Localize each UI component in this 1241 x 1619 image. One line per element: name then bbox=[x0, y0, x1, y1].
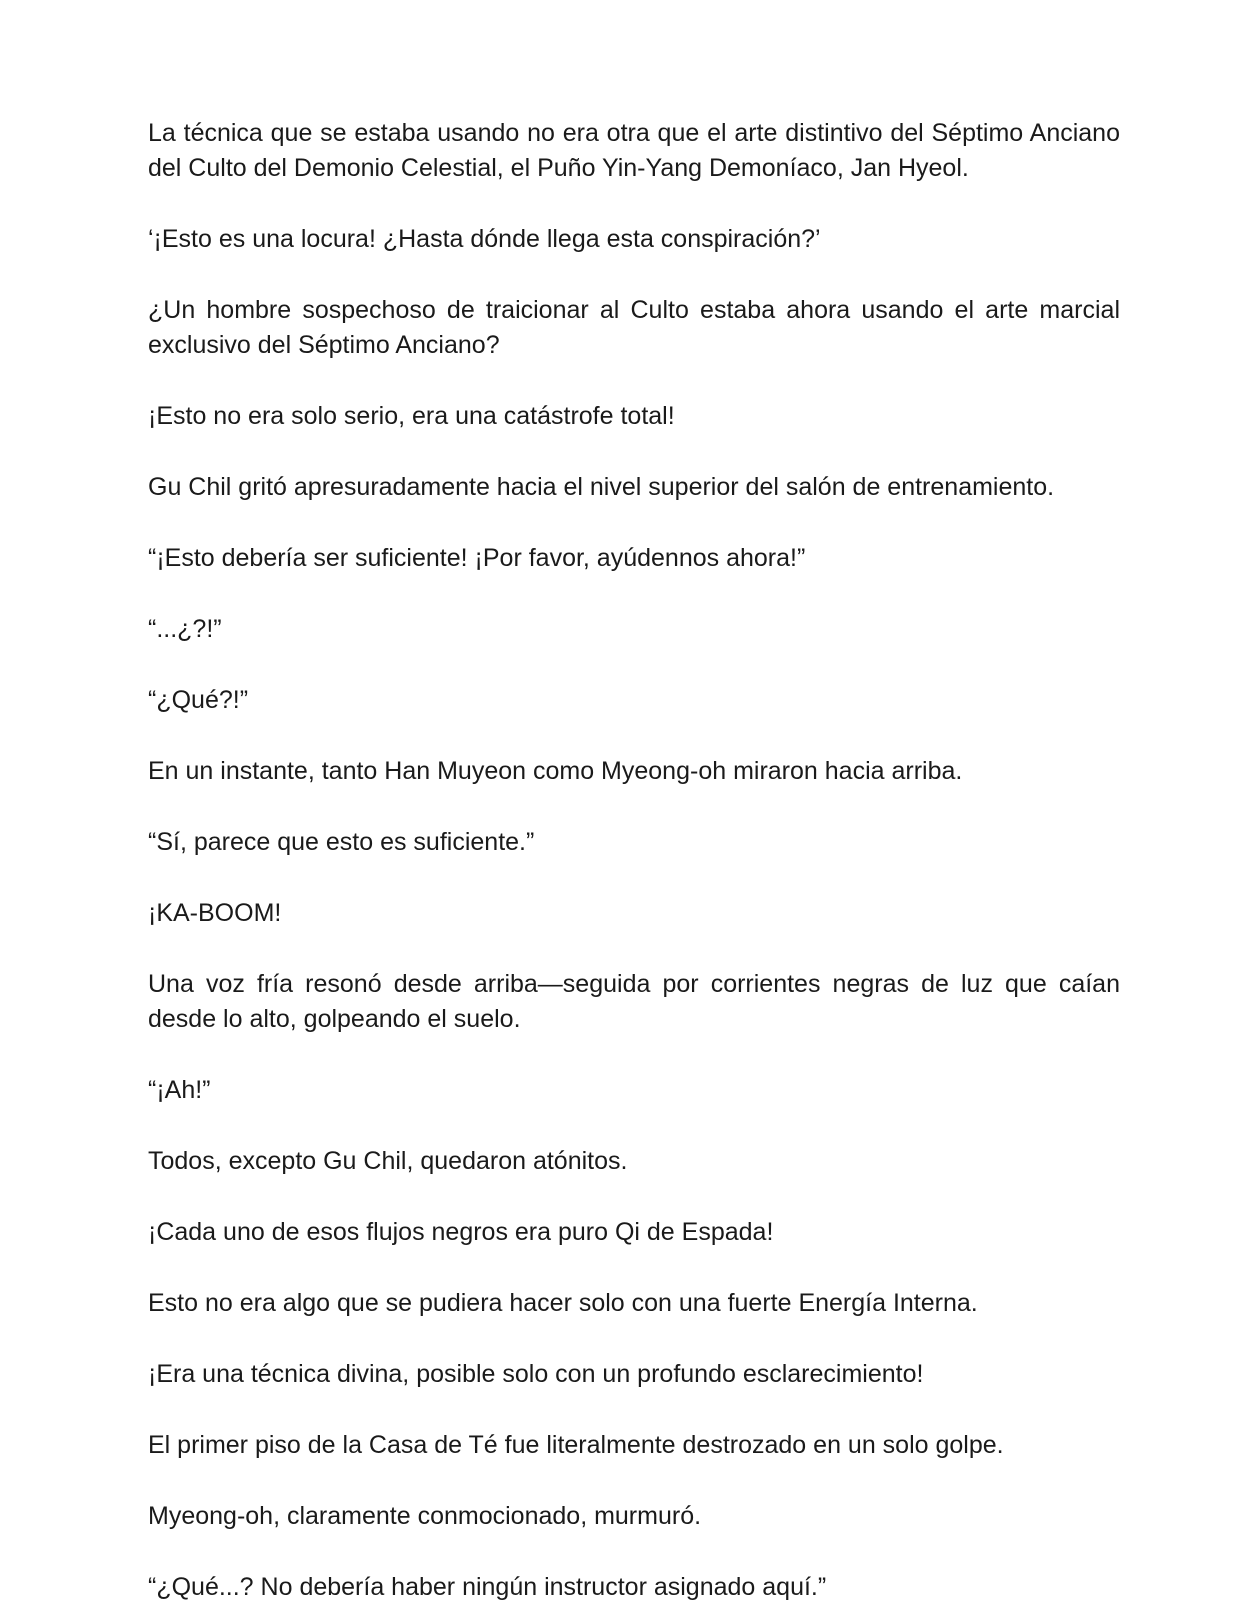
paragraph-4: ¡Esto no era solo serio, era una catástrofe total! bbox=[148, 402, 675, 430]
paragraph-5: Gu Chil gritó apresuradamente hacia el nivel superior del salón de entrenamiento. bbox=[148, 473, 1055, 501]
paragraph-1: La técnica que se estaba usando no era otra que el arte distintivo del Séptimo Anciano del Culto del Demonio Celestial, el Puño Yin-Yang Demoníaco, Jan Hyeol. bbox=[148, 119, 1120, 182]
paragraph-3: ¿Un hombre sospechoso de traicionar al Culto estaba ahora usando el arte marcial exclusivo del Séptimo Anciano? bbox=[148, 296, 1120, 359]
paragraph-12: Una voz fría resonó desde arriba—seguida por corrientes negras de luz que caían desde lo alto, golpeando el suelo. bbox=[148, 970, 1120, 1033]
paragraph-9: En un instante, tanto Han Muyeon como Myeong-oh miraron hacia arriba. bbox=[148, 757, 963, 785]
paragraph-15: ¡Cada uno de esos flujos negros era puro Qi de Espada! bbox=[148, 1218, 774, 1246]
paragraph-2: ‘¡Esto es una locura! ¿Hasta dónde llega esta conspiración?’ bbox=[148, 225, 821, 253]
paragraph-7: “...¿?!” bbox=[148, 615, 222, 643]
paragraph-17: ¡Era una técnica divina, posible solo con un profundo esclarecimiento! bbox=[148, 1360, 924, 1388]
paragraph-13: “¡Ah!” bbox=[148, 1076, 211, 1104]
paragraph-20: “¿Qué...? No debería haber ningún instructor asignado aquí.” bbox=[148, 1573, 827, 1601]
paragraph-14: Todos, excepto Gu Chil, quedaron atónitos. bbox=[148, 1147, 628, 1175]
paragraph-19: Myeong-oh, claramente conmocionado, murmuró. bbox=[148, 1502, 702, 1530]
paragraph-6: “¡Esto debería ser suficiente! ¡Por favor, ayúdennos ahora!” bbox=[148, 544, 806, 572]
paragraph-11: ¡KA-BOOM! bbox=[148, 899, 282, 927]
paragraph-16: Esto no era algo que se pudiera hacer solo con una fuerte Energía Interna. bbox=[148, 1289, 978, 1317]
document-page bbox=[148, 116, 1120, 1605]
paragraph-10: “Sí, parece que esto es suficiente.” bbox=[148, 828, 535, 856]
paragraph-8: “¿Qué?!” bbox=[148, 686, 249, 714]
paragraph-18: El primer piso de la Casa de Té fue literalmente destrozado en un solo golpe. bbox=[148, 1431, 1004, 1459]
